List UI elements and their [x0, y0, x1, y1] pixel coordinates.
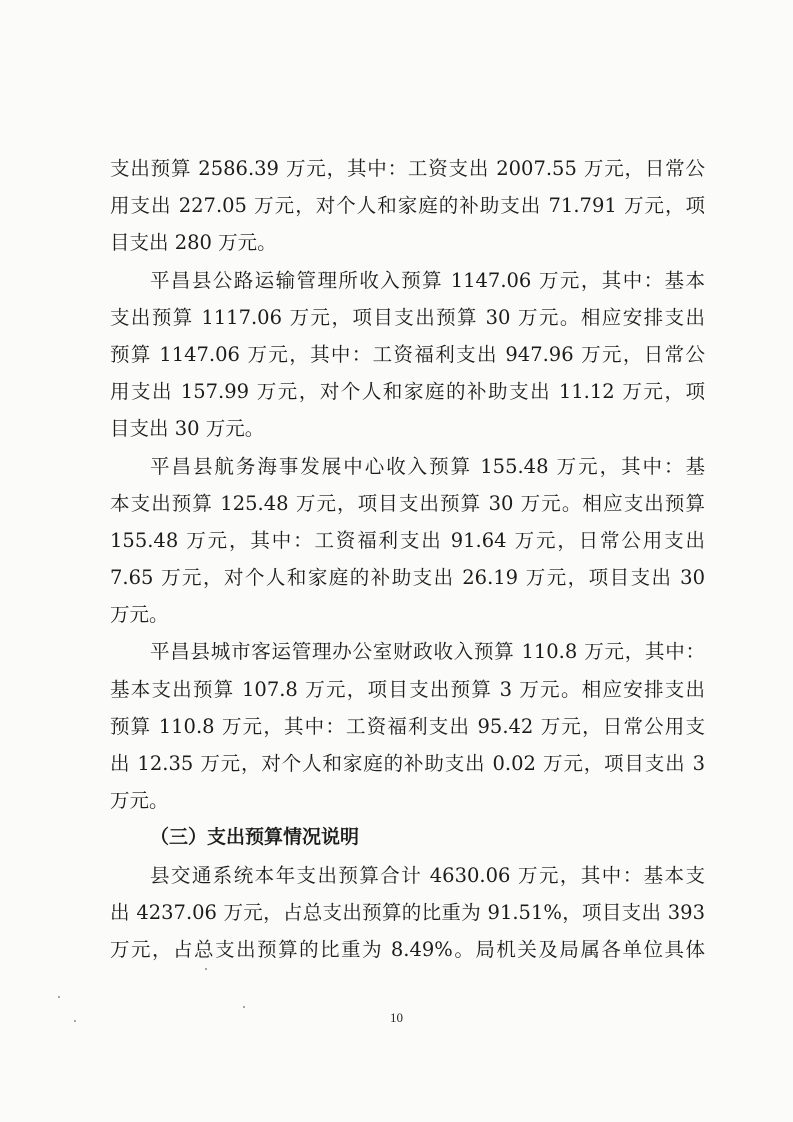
page-number: 10	[390, 1010, 403, 1025]
text-line: 万元，占总支出预算的比重为 8.49%。局机关及局属各单位具体	[110, 937, 705, 961]
section-heading: （三）支出预算情况说明	[150, 826, 360, 849]
scan-speck	[58, 996, 60, 998]
text-line: 目支出 280 万元。	[110, 231, 277, 255]
text-line: 出 4237.06 万元，占总支出预算的比重为 91.51%，项目支出 393	[110, 900, 705, 924]
text-line: 支出预算 2586.39 万元，其中：工资支出 2007.55 万元，日常公	[110, 157, 705, 180]
text-line: 用支出 157.99 万元，对个人和家庭的补助支出 11.12 万元，项	[110, 380, 705, 404]
text-line: 用支出 227.05 万元，对个人和家庭的补助支出 71.791 万元，项	[110, 194, 705, 218]
text-line: 目支出 30 万元。	[110, 417, 265, 441]
text-line: 基本支出预算 107.8 万元，项目支出预算 3 万元。相应安排支出	[110, 677, 705, 701]
text-line: 万元。	[110, 603, 169, 627]
text-line: 155.48 万元，其中：工资福利支出 91.64 万元，日常公用支出	[110, 528, 705, 552]
paragraph-first-line: 县交通系统本年支出预算合计 4630.06 万元，其中：基本支	[150, 863, 705, 887]
paragraph-first-line: 平昌县公路运输管理所收入预算 1147.06 万元，其中：基本	[150, 268, 705, 292]
text-line: 7.65 万元，对个人和家庭的补助支出 26.19 万元，项目支出 30	[110, 566, 705, 590]
text-line: 预算 110.8 万元，其中：工资福利支出 95.42 万元，日常公用支	[110, 714, 705, 738]
text-line: 支出预算 1117.06 万元，项目支出预算 30 万元。相应安排支出	[110, 305, 705, 329]
paragraph-first-line: 平昌县城市客运管理办公室财政收入预算 110.8 万元，其中：	[150, 640, 705, 664]
scan-speck	[205, 968, 207, 970]
scan-speck	[243, 1006, 245, 1008]
text-line: 出 12.35 万元，对个人和家庭的补助支出 0.02 万元，项目支出 3	[110, 752, 705, 775]
scan-speck	[74, 1020, 76, 1022]
text-line: 万元。	[110, 789, 169, 813]
paragraph-first-line: 平昌县航务海事发展中心收入预算 155.48 万元，其中：基	[150, 454, 705, 478]
text-line: 预算 1147.06 万元，其中：工资福利支出 947.96 万元，日常公	[110, 342, 705, 366]
document-body	[110, 150, 705, 968]
text-line: 本支出预算 125.48 万元，项目支出预算 30 万元。相应支出预算	[110, 491, 705, 515]
